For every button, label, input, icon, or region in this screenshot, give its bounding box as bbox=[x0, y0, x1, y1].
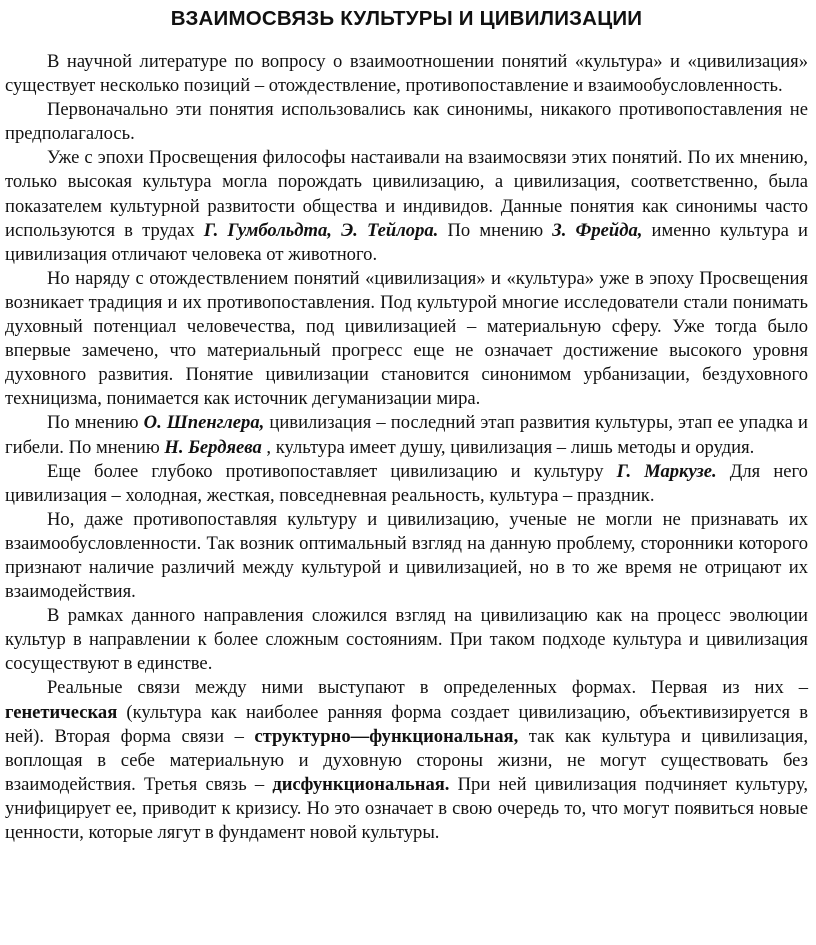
paragraph-text: цивилизация – последний этап развития культуры, этап ее упадка и гибели. По мнению bbox=[5, 412, 808, 458]
paragraph-text: По мнению bbox=[438, 219, 553, 241]
document-title: ВЗАИМОСВЯЗЬ КУЛЬТУРЫ И ЦИВИЛИЗАЦИИ bbox=[170, 7, 643, 30]
paragraph-synonyms: Первоначально эти понятия использовались как синонимы, никакого противопоставления не предполагалось. bbox=[5, 99, 808, 145]
paragraph-spengler-berdyaev bbox=[5, 411, 808, 459]
paragraph-text: (культура как наиболее ранняя форма создает цивилизацию, объективизируется в ней). Вторая форма связи – bbox=[5, 701, 808, 747]
author-name-marcuse: Г. Маркузе. bbox=[616, 460, 717, 482]
paragraph-evolution: В рамках данного направления сложился взгляд на цивилизацию как на процесс эволюции культур в направлении к более сложным состояниям. При таком подходе культура и цивилизация сосуществуют в единстве. bbox=[5, 605, 808, 675]
paragraph-text: , культура имеет душу, цивилизация – лишь методы и орудия. bbox=[261, 436, 755, 458]
author-names-humboldt-tylor: Г. Гумбольдта, Э. Тейлора. bbox=[203, 219, 439, 241]
author-name-spengler: О. Шпенглера, bbox=[143, 412, 265, 434]
term-structural-functional: структурно—функциональная, bbox=[254, 725, 519, 747]
paragraph-opposition: Но наряду с отождествлением понятий «цивилизация» и «культура» уже в эпоху Просвещения возникает традиция и их противопоставления. Под культурой многие исследователи стали понимать духовный потенциал человечества, под цивилизацией – материальную сферу. Уже тогда было впервые замечено, что материальный прогресс еще не означает достижение высокого уровня духовного развития. Понятие цивилизации становится синонимом урбанизации, бездуховного техницизма, понимается как источник дегуманизации мира. bbox=[5, 267, 808, 410]
paragraph-text: Уже с эпохи Просвещения философы настаивали на взаимосвязи этих понятий. По их мнению, только высокая культура могла порождать цивилизацию, а цивилизация, соответственно, была показателем культурной развитости общества и индивидов. Данные понятия как синонимы часто используются в трудах bbox=[5, 147, 808, 241]
paragraph-text: Для него цивилизация – холодная, жесткая, повседневная реальность, культура – праздник. bbox=[5, 460, 808, 506]
paragraph-text: Реальные связи между ними выступают в определенных формах. Первая из них – bbox=[47, 677, 808, 699]
paragraph-text: При ней цивилизация подчиняет культуру, унифицирует ее, приводит к кризису. Но это означает в свою очередь то, что могут появиться новые ценности, которые лягут в фундамент новой культуры. bbox=[5, 773, 808, 843]
paragraph-enlightenment bbox=[5, 146, 808, 266]
author-name-berdyaev: Н. Бердяева bbox=[164, 436, 262, 458]
term-genetic: генетическая bbox=[5, 701, 118, 723]
paragraph-marcuse bbox=[5, 460, 808, 508]
paragraph-text: По мнению bbox=[47, 412, 144, 434]
paragraph-positions: В научной литературе по вопросу о взаимоотношении понятий «культура» и «цивилизация» существует несколько позиций – отождествление, противопоставление и взаимообусловленность. bbox=[5, 51, 808, 97]
paragraph-forms-of-connection bbox=[5, 676, 808, 845]
paragraph-text: именно культура и цивилизация отличают человека от животного. bbox=[5, 219, 808, 265]
paragraph-interdependence: Но, даже противопоставляя культуру и цивилизацию, ученые не могли не признавать их взаимообусловленности. Так возник оптимальный взгляд на данную проблему, сторонники которого признают наличие различий между культурой и цивилизацией, но в то же время не отрицают их взаимодействия. bbox=[5, 508, 808, 603]
term-dysfunctional: дисфункциональная. bbox=[272, 773, 450, 795]
author-name-freud: З. Фрейда, bbox=[552, 219, 643, 241]
paragraph-text: Еще более глубоко противопоставляет цивилизацию и культуру bbox=[47, 460, 617, 482]
paragraph-text: так как культура и цивилизация, воплощая в себе материальную и духовную стороны жизни, не могут существовать без взаимодействия. Третья связь – bbox=[5, 725, 808, 795]
